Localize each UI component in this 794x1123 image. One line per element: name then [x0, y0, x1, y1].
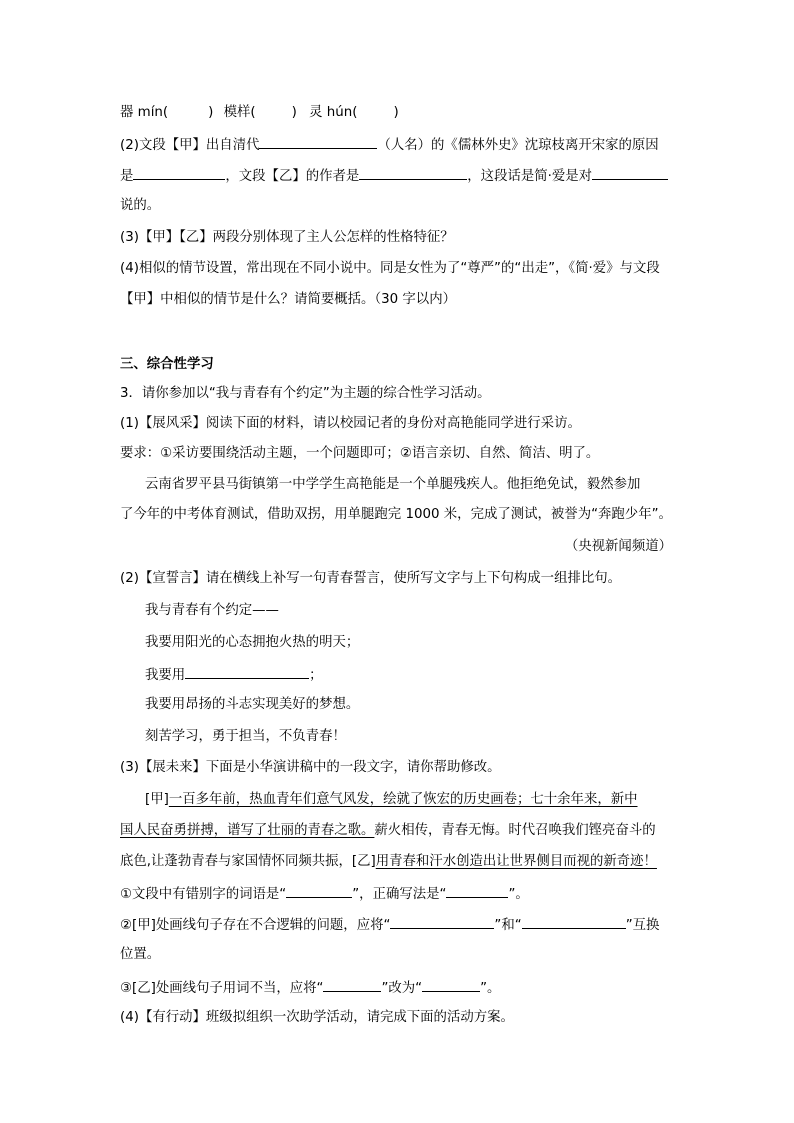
- question-3-2: (2)【宣誓言】请在横线上补写一句青春誓言，使所写文字与上下句构成一组排比句。: [120, 571, 622, 586]
- speech-line-2: [120, 821, 656, 841]
- answer-blank[interactable]: [522, 914, 626, 929]
- oath-line-3: [145, 664, 323, 686]
- q2-2-text: 说的。: [120, 198, 161, 213]
- question-2-2-line-3: [120, 196, 160, 216]
- sub-q-text: ③[乙]处画线句子用词不当，应将“: [120, 981, 324, 996]
- speech-text: 底色,让蓬勃青春与家国情怀同频共振，[乙]: [120, 854, 376, 869]
- q2-2-text: (2)文段【甲】出自清代: [120, 138, 260, 153]
- oath-line-1: 我与青春有个约定——: [145, 603, 279, 618]
- answer-blank[interactable]: [446, 883, 508, 898]
- question-3-1: (1)【展风采】阅读下面的材料，请以校园记者的身份对高艳能同学进行采访。: [120, 416, 581, 431]
- pinyin-qi-label: 器 mín(: [120, 105, 169, 120]
- section-title: 三、综合性学习: [120, 357, 214, 372]
- sub-q-text: ”改为“: [381, 981, 423, 996]
- oath-line-4: 我要用昂扬的斗志实现美好的梦想。: [145, 697, 360, 712]
- q2-2-text: 是: [120, 169, 134, 184]
- q2-2-text: ，这段话是简·爱是对: [467, 169, 593, 184]
- sub-q-text: ”。: [508, 887, 529, 902]
- answer-blank[interactable]: [390, 914, 494, 929]
- speech-line-3: [120, 852, 657, 872]
- question-2-4-line-1: (4)相似的情节设置，常出现在不同小说中。同是女性为了“尊严”的“出走”，《简·爱》与文段: [120, 261, 660, 276]
- oath-line-2: 我要用阳光的心态拥抱火热的明天；: [145, 635, 360, 650]
- paren-close: ): [208, 105, 214, 120]
- underlined-sentence-jia: 国人民奋勇拼搏，谱写了壮丽的青春之歌。: [120, 823, 375, 838]
- material-line-2: 了今年的中考体育测试，借助双拐，用单腿跑完 1000 米，完成了测试，被誉为“奔跑少年”。: [120, 507, 672, 522]
- question-3-4: (4)【有行动】班级拟组织一次助学活动，请完成下面的活动方案。: [120, 1010, 514, 1025]
- speech-line-1: [145, 790, 638, 810]
- sub-question-3: [120, 977, 500, 999]
- speech-text: 薪火相传，青春无悔。时代召唤我们铿亮奋斗的: [374, 823, 656, 838]
- paren-close: ): [393, 105, 399, 120]
- question-2-3: (3)【甲】【乙】两段分别体现了主人公怎样的性格特征？: [120, 230, 454, 245]
- answer-blank[interactable]: [323, 977, 381, 992]
- oath-text: 我要用: [145, 668, 186, 683]
- answer-blank[interactable]: [359, 165, 467, 180]
- pinyin-ling-label: 灵 hún(: [309, 105, 358, 120]
- q2-2-text: （人名）的《儒林外史》沈琼枝离开宋家的原因: [377, 138, 659, 153]
- question-2-2-line-2: [120, 165, 668, 187]
- sub-q-text: ”。: [480, 981, 501, 996]
- question-2-2-line-1: [120, 134, 659, 156]
- underlined-sentence-jia: 一百多年前，热血青年们意气风发，绘就了恢宏的历史画卷；七十余年来，新中: [168, 792, 638, 807]
- material-source: （央视新闻频道）: [564, 539, 672, 554]
- sub-q-text: ”和“: [494, 918, 522, 933]
- sub-q-text: ①文段中有错别字的词语是“: [120, 887, 287, 902]
- sub-question-2: [120, 914, 659, 936]
- sub-q-text: ”互换: [625, 918, 660, 933]
- question-2-4-line-2: 【甲】中相似的情节是什么？请简要概括。（30 字以内）: [120, 292, 456, 307]
- pinyin-mo-label: 模样(: [223, 105, 256, 120]
- paren-close: ): [291, 105, 297, 120]
- sub-question-1: [120, 883, 529, 905]
- pinyin-line: [120, 103, 399, 123]
- material-line-1: 云南省罗平县马街镇第一中学学生高艳能是一个单腿残疾人。他拒绝免试，毅然参加: [145, 477, 641, 492]
- speech-marker: [甲]: [145, 792, 169, 807]
- answer-blank[interactable]: [592, 165, 668, 180]
- answer-blank[interactable]: [286, 883, 352, 898]
- underlined-sentence-yi: 用青春和汗水创造出让世界侧目而视的新奇迹！: [375, 854, 657, 869]
- sub-q-text: ”，正确写法是“: [352, 887, 447, 902]
- oath-line-5: 刻苦学习，勇于担当，不负青春！: [145, 729, 346, 744]
- sub-q-text: ②[甲]处画线句子存在不合逻辑的问题，应将“: [120, 918, 391, 933]
- answer-blank[interactable]: [259, 134, 377, 149]
- answer-blank[interactable]: [133, 165, 225, 180]
- sub-question-2-cont: 位置。: [120, 947, 161, 962]
- question-3-3: (3)【展未来】下面是小华演讲稿中的一段文字，请你帮助修改。: [120, 760, 501, 775]
- q2-2-text: ，文段【乙】的作者是: [225, 169, 360, 184]
- question-3-1-requirements: 要求：①采访要围绕活动主题，一个问题即可；②语言亲切、自然、简洁、明了。: [120, 446, 600, 461]
- oath-answer-blank[interactable]: [185, 664, 309, 679]
- question-3-intro: 3．请你参加以“我与青春有个约定”为主题的综合性学习活动。: [120, 386, 491, 401]
- oath-text: ；: [309, 668, 323, 683]
- answer-blank[interactable]: [422, 977, 480, 992]
